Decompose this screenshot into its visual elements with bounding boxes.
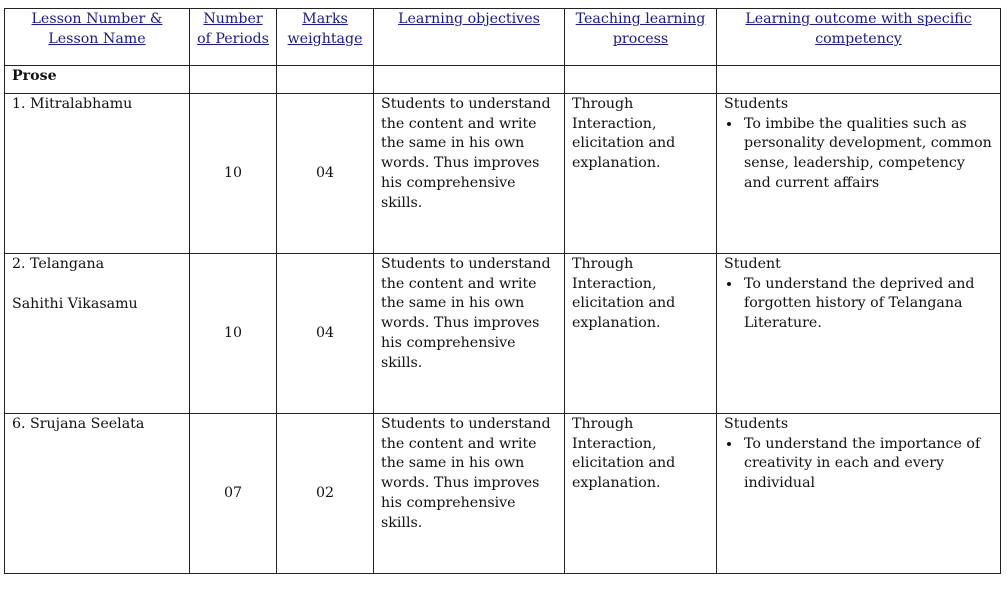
- outcome-list: [724, 435, 993, 494]
- section-empty-cell: [565, 66, 717, 94]
- header-process: Teaching learning process: [565, 9, 717, 66]
- lesson-name: 1. Mitralabhamu: [5, 94, 190, 254]
- marks-value: 04: [277, 94, 374, 254]
- table-row: [5, 254, 1001, 414]
- outcome-list: [724, 115, 993, 194]
- header-row: [5, 9, 1001, 66]
- header-marks: Marks weightage: [277, 9, 374, 66]
- marks-value: 04: [277, 254, 374, 414]
- outcome-list: [724, 275, 993, 334]
- outcome-cell: [717, 94, 1001, 254]
- process-text: Through Interaction, elicitation and explanation.: [565, 94, 717, 254]
- objectives-text: Students to understand the content and write the same in his own words. Thus improves his comprehensive skills.: [374, 254, 565, 414]
- section-label: Prose: [5, 66, 190, 94]
- process-text: Through Interaction, elicitation and explanation.: [565, 414, 717, 574]
- outcome-item: • To understand the deprived and forgotten history of Telangana Literature.: [742, 275, 993, 334]
- periods-value: 10: [190, 254, 277, 414]
- outcome-lead: Student: [724, 256, 781, 272]
- header-outcome: Learning outcome with specific competency: [717, 9, 1001, 66]
- objectives-text: Students to understand the content and write the same in his own words. Thus improves his comprehensive skills.: [374, 94, 565, 254]
- section-empty-cell: [374, 66, 565, 94]
- section-row: [5, 66, 1001, 94]
- outcome-item: • To understand the importance of creativity in each and every individual: [742, 435, 993, 494]
- lesson-name: [5, 254, 190, 414]
- header-objectives: Learning objectives: [374, 9, 565, 66]
- outcome-item: • To imbibe the qualities such as personality development, common sense, leadership, competency and current affairs: [742, 115, 993, 194]
- lesson-name-line: 2. Telangana: [12, 256, 105, 272]
- objectives-text: Students to understand the content and write the same in his own words. Thus improves his comprehensive skills.: [374, 414, 565, 574]
- outcome-lead: Students: [724, 416, 789, 432]
- header-lesson: Lesson Number & Lesson Name: [5, 9, 190, 66]
- lesson-plan-table-wrapper: [4, 8, 1001, 574]
- lesson-name: 6. Srujana Seelata: [5, 414, 190, 574]
- outcome-cell: [717, 414, 1001, 574]
- section-empty-cell: [717, 66, 1001, 94]
- section-empty-cell: [190, 66, 277, 94]
- table-row: [5, 94, 1001, 254]
- table-row: [5, 414, 1001, 574]
- process-text: Through Interaction, elicitation and explanation.: [565, 254, 717, 414]
- lesson-name-subline: Sahithi Vikasamu: [12, 295, 138, 312]
- periods-value: 10: [190, 94, 277, 254]
- header-periods: Number of Periods: [190, 9, 277, 66]
- marks-value: 02: [277, 414, 374, 574]
- periods-value: 07: [190, 414, 277, 574]
- lesson-plan-table: [4, 8, 1001, 574]
- outcome-lead: Students: [724, 96, 789, 112]
- outcome-cell: [717, 254, 1001, 414]
- section-empty-cell: [277, 66, 374, 94]
